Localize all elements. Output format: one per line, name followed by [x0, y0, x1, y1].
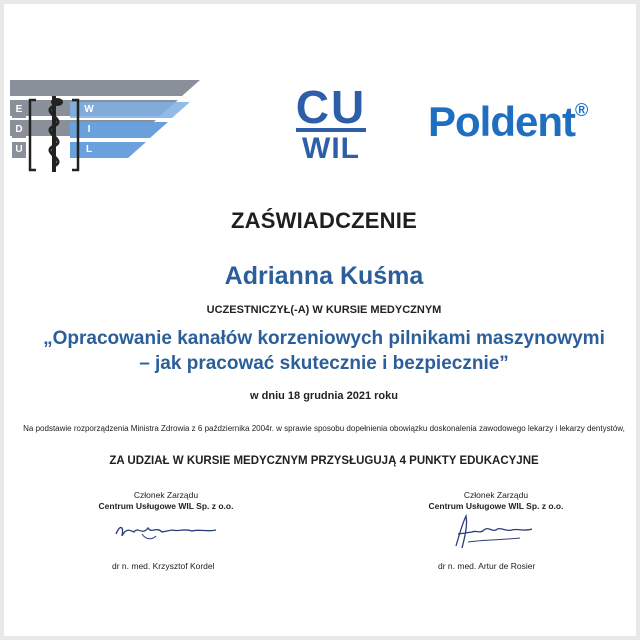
edu-wil-logo-graphic: [10, 78, 208, 174]
participant-name: Adrianna Kuśma: [224, 262, 424, 290]
education-points: ZA UDZIAŁ W KURSIE MEDYCZNYM PRZYSŁUGUJĄ 4 PUNKTY EDUKACYJNE: [109, 455, 539, 467]
course-title-line-1: „Opracowanie kanałów korzeniowych pilnikami maszynowymi: [43, 328, 605, 349]
signatory-name-right: dr n. med. Artur de Rosier: [438, 561, 536, 571]
participated-label: UCZESTNICZYŁ(-A) W KURSIE MEDYCZNYM: [206, 304, 442, 316]
edu-wil-logo: [10, 78, 208, 174]
signatory-role-right: Członek Zarządu: [463, 490, 529, 500]
signatory-role-left: Członek Zarządu: [133, 490, 199, 500]
signature-right: [450, 512, 550, 552]
poldent-logo-text: Poldent: [428, 98, 575, 145]
signatory-organization-left: Centrum Usługowe WIL Sp. z o.o.: [98, 501, 234, 511]
course-title-line-2: – jak pracować skutecznie i bezpiecznie”: [139, 353, 509, 374]
poldent-registered-mark: ®: [575, 100, 588, 120]
wil-letter-w: W: [84, 104, 94, 115]
edu-letter-e: E: [15, 104, 23, 115]
cuwil-logo: [286, 81, 376, 168]
wil-letter-l: L: [85, 144, 93, 155]
signatory-name-left: dr n. med. Krzysztof Kordel: [112, 561, 215, 571]
wil-letter-i: I: [87, 124, 91, 135]
signature-block-right: [396, 490, 596, 512]
course-date: w dniu 18 grudnia 2021 roku: [250, 390, 398, 402]
legal-basis: Na podstawie rozporządzenia Ministra Zdrowia z 6 października 2004r. w sprawie sposobu dopełnienia obowiązku doskonalenia zawodowego lekarzy i lekarzy dentystów,: [23, 424, 625, 433]
signature-block-left: [66, 490, 266, 512]
poldent-logo: [428, 98, 628, 150]
cuwil-logo-bottom: WIL: [296, 128, 366, 166]
signature-left: [112, 518, 222, 544]
edu-letter-u: U: [15, 144, 23, 155]
certificate-sheet: [4, 4, 636, 636]
signatory-organization-right: Centrum Usługowe WIL Sp. z o.o.: [428, 501, 564, 511]
edu-letter-d: D: [15, 124, 23, 135]
certificate-title: ZAŚWIADCZENIE: [231, 208, 417, 233]
cuwil-logo-top: CU: [295, 81, 367, 133]
